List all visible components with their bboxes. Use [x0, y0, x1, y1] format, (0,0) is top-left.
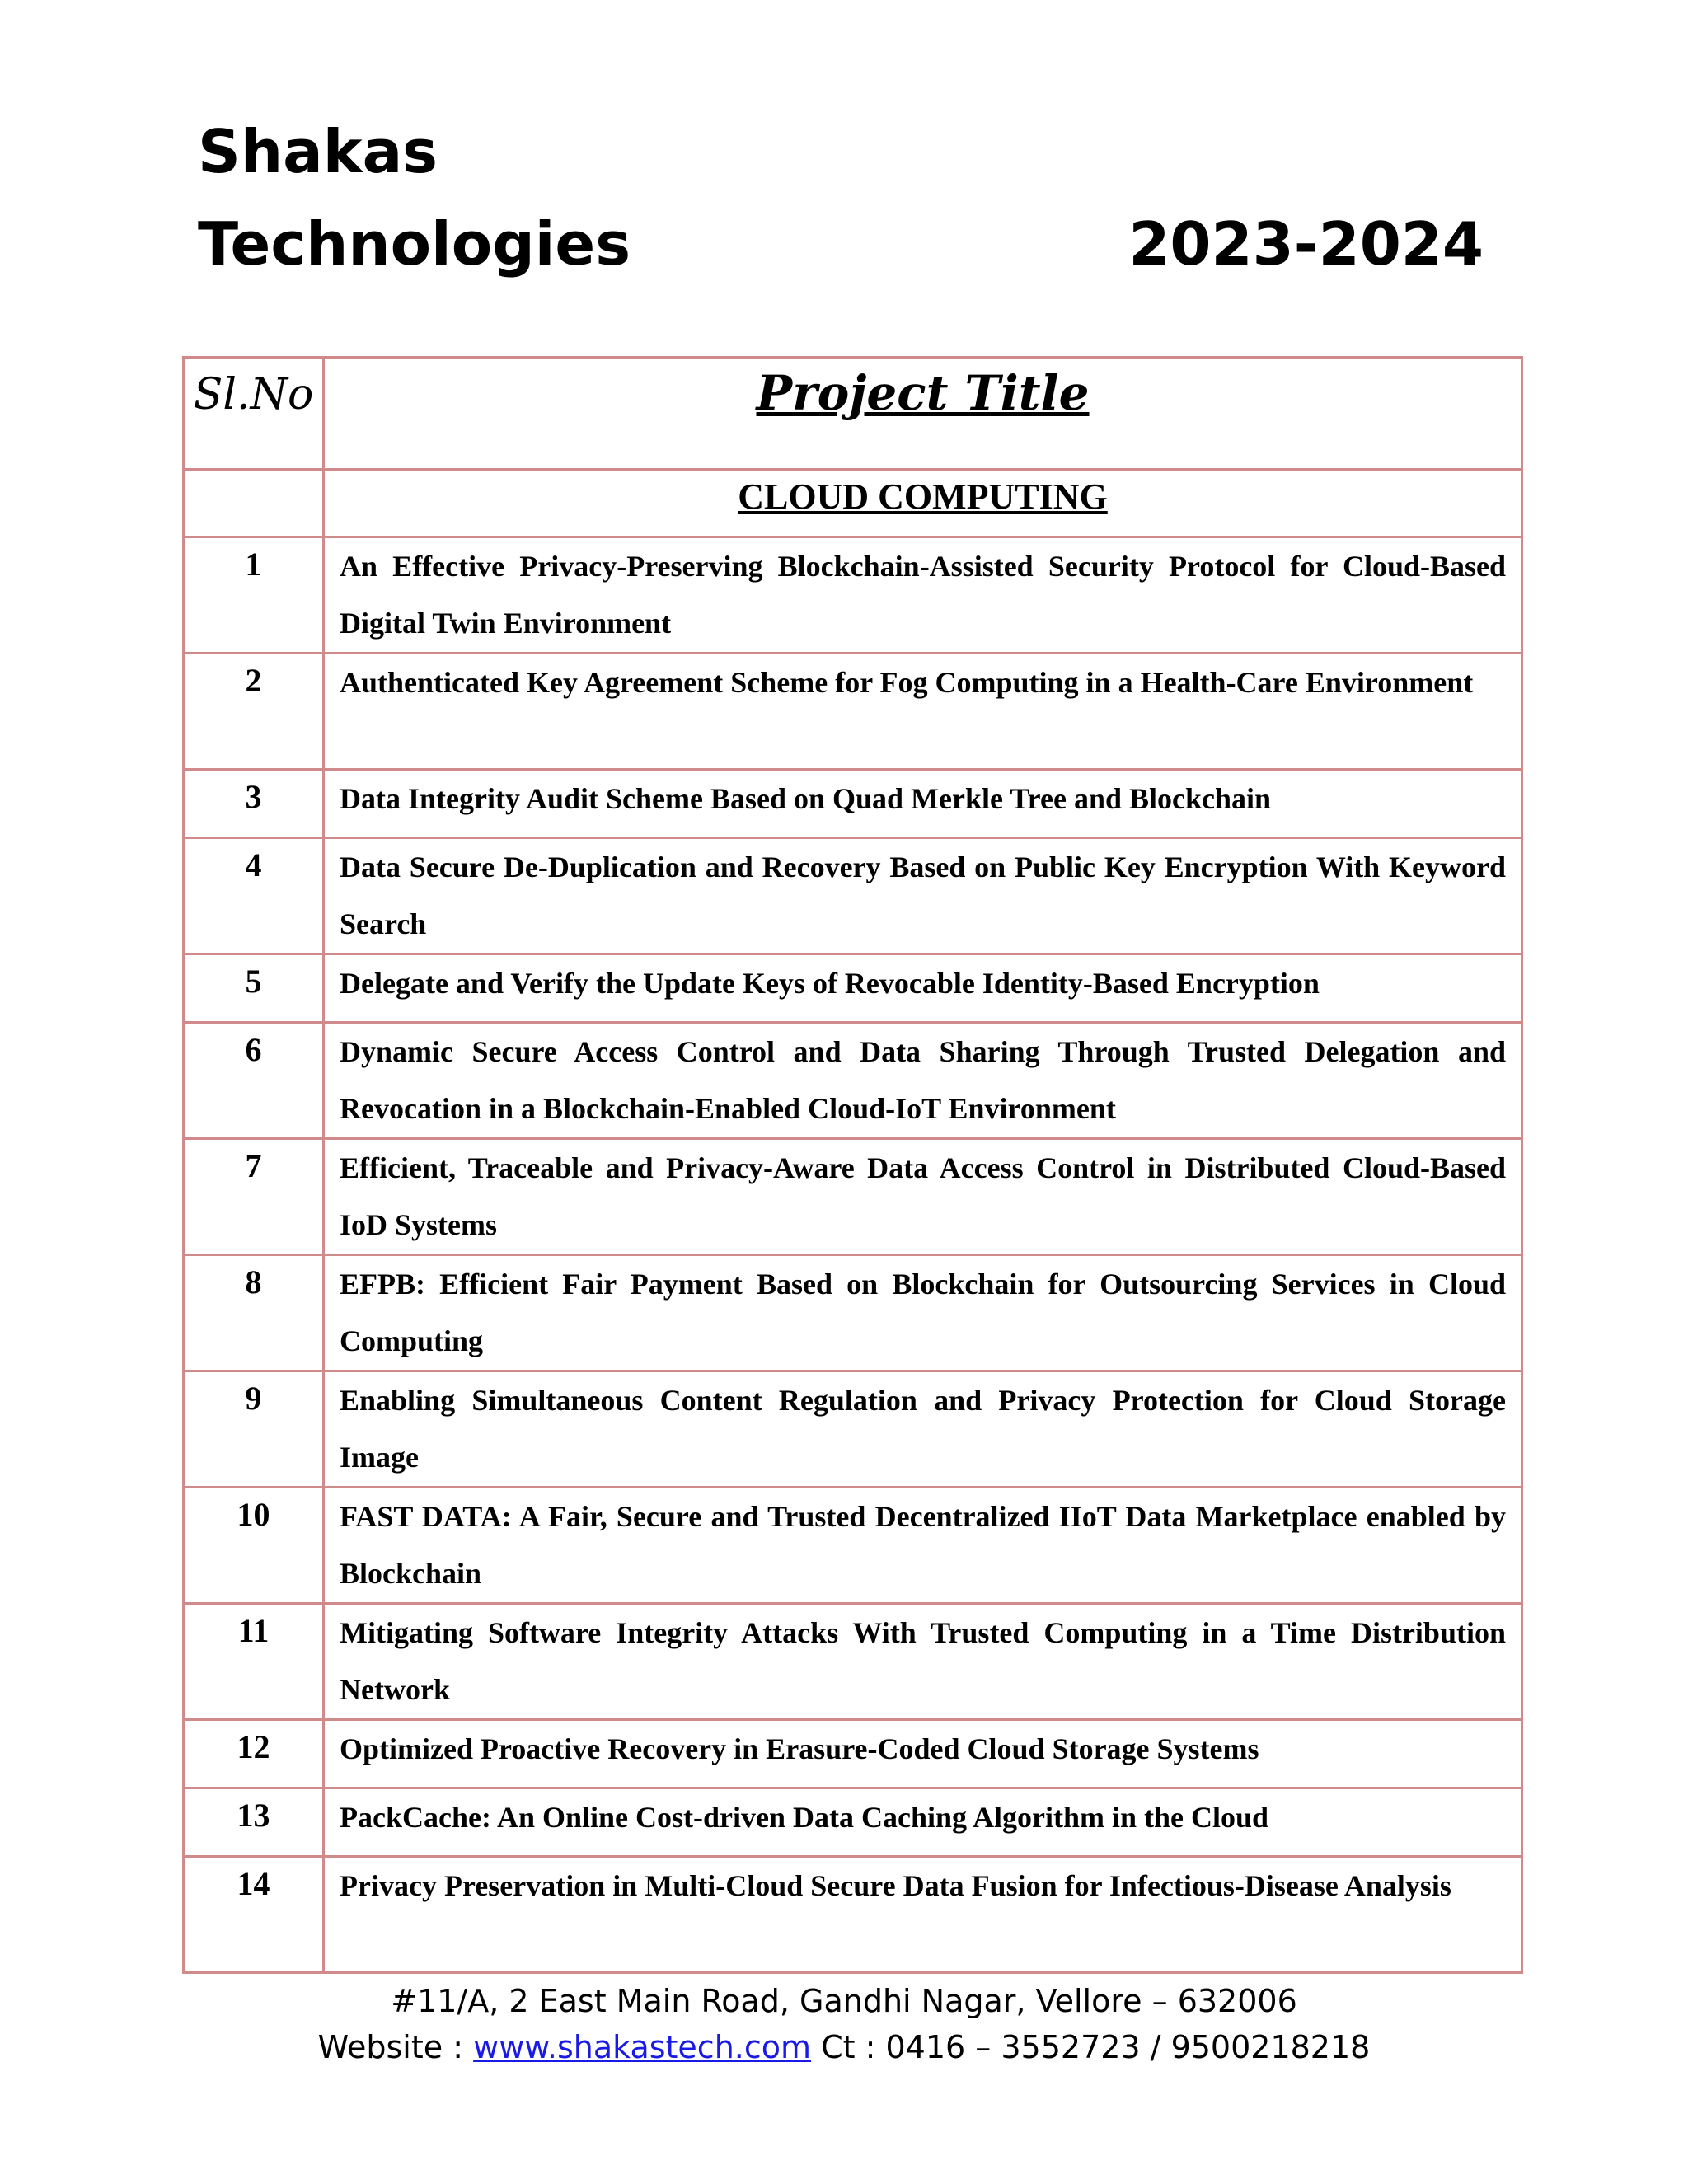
- row-number: 14: [184, 1857, 324, 1973]
- row-number: 6: [184, 1023, 324, 1139]
- row-number: 2: [184, 654, 324, 770]
- row-number: 1: [184, 537, 324, 654]
- table-row: [184, 1788, 1522, 1857]
- slno-column-header: Sl.No: [184, 358, 324, 470]
- project-title: An Effective Privacy-Preserving Blockchain-Assisted Security Protocol for Cloud-Based Digital Twin Environment: [324, 537, 1522, 654]
- table-row: [184, 537, 1522, 654]
- row-number: 12: [184, 1720, 324, 1788]
- project-title: PackCache: An Online Cost-driven Data Caching Algorithm in the Cloud: [324, 1788, 1522, 1857]
- table-row: [184, 838, 1522, 954]
- table-row: [184, 654, 1522, 770]
- project-title: Delegate and Verify the Update Keys of Revocable Identity-Based Encryption: [324, 954, 1522, 1023]
- table-row: [184, 1371, 1522, 1488]
- project-title: Dynamic Secure Access Control and Data Sharing Through Trusted Delegation and Revocation in a Blockchain-Enabled Cloud-IoT Environment: [324, 1023, 1522, 1139]
- row-number: 3: [184, 770, 324, 838]
- table-row: [184, 1857, 1522, 1973]
- table-row: [184, 954, 1522, 1023]
- title-column-header: Project Title: [324, 358, 1522, 470]
- project-title: FAST DATA: A Fair, Secure and Trusted Decentralized IIoT Data Marketplace enabled by Blockchain: [324, 1488, 1522, 1604]
- project-title: Mitigating Software Integrity Attacks With Trusted Computing in a Time Distribution Network: [324, 1604, 1522, 1720]
- website-link[interactable]: www.shakastech.com: [473, 2029, 812, 2065]
- row-number: 5: [184, 954, 324, 1023]
- project-title: Optimized Proactive Recovery in Erasure-Coded Cloud Storage Systems: [324, 1720, 1522, 1788]
- academic-year: 2023-2024: [1128, 209, 1484, 279]
- project-title: Authenticated Key Agreement Scheme for Fog Computing in a Health-Care Environment: [324, 654, 1522, 770]
- table-row: [184, 770, 1522, 838]
- section-row: [184, 470, 1522, 537]
- website-label: Website :: [317, 2029, 474, 2065]
- row-number: 4: [184, 838, 324, 954]
- section-empty-cell: [184, 470, 324, 537]
- project-title: Enabling Simultaneous Content Regulation and Privacy Protection for Cloud Storage Image: [324, 1371, 1522, 1488]
- project-table: [182, 356, 1523, 1974]
- contact-numbers: Ct : 0416 – 3552723 / 9500218218: [811, 2029, 1371, 2065]
- table-row: [184, 1139, 1522, 1255]
- page-header: [198, 105, 1484, 287]
- table-row: [184, 1255, 1522, 1371]
- section-heading: CLOUD COMPUTING: [324, 470, 1522, 537]
- row-number: 10: [184, 1488, 324, 1604]
- row-number: 13: [184, 1788, 324, 1857]
- row-number: 11: [184, 1604, 324, 1720]
- project-title: Data Secure De-Duplication and Recovery Based on Public Key Encryption With Keyword Search: [324, 838, 1522, 954]
- company-name-line1: Shakas: [198, 117, 438, 186]
- footer-contact-line: [0, 2024, 1688, 2070]
- row-number: 8: [184, 1255, 324, 1371]
- project-title: EFPB: Efficient Fair Payment Based on Blockchain for Outsourcing Services in Cloud Computing: [324, 1255, 1522, 1371]
- project-title: Efficient, Traceable and Privacy-Aware Data Access Control in Distributed Cloud-Based IoD Systems: [324, 1139, 1522, 1255]
- row-number: 7: [184, 1139, 324, 1255]
- table-row: [184, 1604, 1522, 1720]
- company-name-line2: Technologies: [198, 209, 631, 279]
- row-number: 9: [184, 1371, 324, 1488]
- project-title: Data Integrity Audit Scheme Based on Quad Merkle Tree and Blockchain: [324, 770, 1522, 838]
- table-row: [184, 1023, 1522, 1139]
- table-row: [184, 1720, 1522, 1788]
- table-row: [184, 1488, 1522, 1604]
- table-header-row: [184, 358, 1522, 470]
- page-footer: [0, 1978, 1688, 2070]
- footer-address: #11/A, 2 East Main Road, Gandhi Nagar, Vellore – 632006: [391, 1983, 1297, 2019]
- project-title: Privacy Preservation in Multi-Cloud Secure Data Fusion for Infectious-Disease Analysis: [324, 1857, 1522, 1973]
